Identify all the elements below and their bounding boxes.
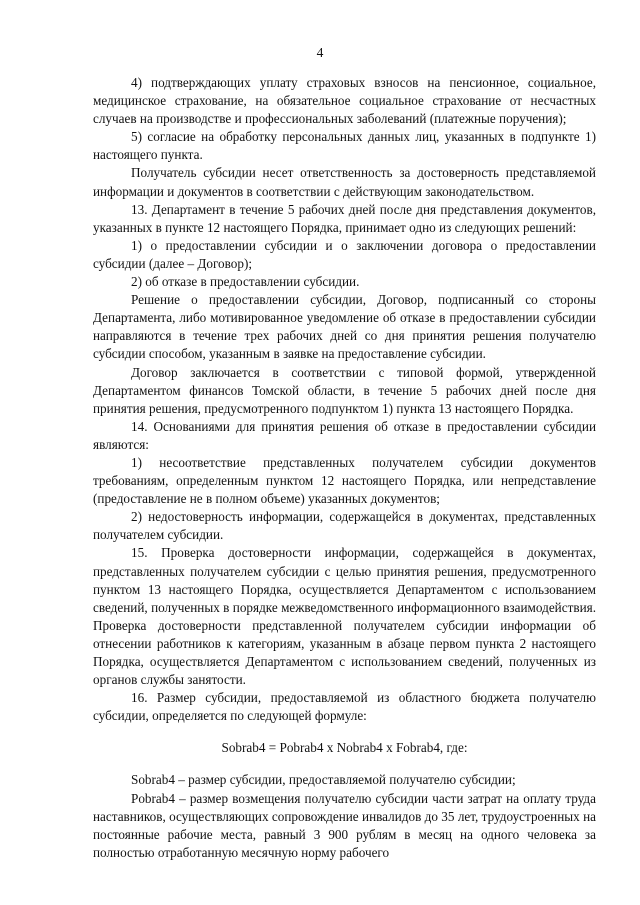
definition-sobrab4: Sobrab4 – размер субсидии, предоставляемой получателю субсидии;: [131, 772, 516, 788]
paragraph-decision-1: 1) о предоставлении субсидии и о заключении договора о предоставлении субсидии (далее – Договор);: [93, 237, 596, 271]
page-number: 4: [316, 45, 324, 60]
paragraph-responsibility: Получатель субсидии несет ответственность за достоверность представляемой информации и документов в соответствии с действующим законодательством.: [93, 165, 596, 199]
paragraph-refusal-2: 2) недостоверность информации, содержащейся в документах, представленных получателем субсидии.: [93, 509, 596, 543]
paragraph-item-4: 4) подтверждающих уплату страховых взносов на пенсионное, социальное, медицинское страхование, на обязательное социальное страхование от несчастных случаев на производстве и профессиональных заболеваний (платежные поручения);: [93, 75, 596, 127]
paragraph-contract: Договор заключается в соответствии с типовой формой, утвержденной Департаментом финансов Томской области, в течение 5 рабочих дней после дня принятия решения, предусмотренного подпунктом 1) пункта 13 настоящего Порядка.: [93, 364, 596, 416]
paragraph-section-14: 14. Основаниями для принятия решения об отказе в предоставлении субсидии являются:: [93, 418, 596, 452]
paragraph-decision-2: 2) об отказе в предоставлении субсидии.: [131, 274, 360, 290]
definition-pobrab4: Pobrab4 – размер возмещения получателю субсидии части затрат на оплату труда наставников, осуществляющих сопровождение инвалидов до 35 лет, трудоустроенных на постоянные рабочие места, равный 3 900 рублям в месяц на одного человека за полностью отработанную месячную норму рабочего: [93, 790, 596, 860]
subsidy-formula: Sobrab4 = Pobrab4 х Nobrab4 х Fobrab4, где:: [221, 740, 468, 756]
paragraph-decision-notice: Решение о предоставлении субсидии, Договор, подписанный со стороны Департамента, либо мотивированное уведомление об отказе в предоставлении субсидии направляются в течение трех рабочих дней со дня принятия решения получателю субсидии способом, указанным в заявке на предоставление субсидии.: [93, 292, 596, 362]
paragraph-section-16: 16. Размер субсидии, предоставляемой из областного бюджета получателю субсидии, определяется по следующей формуле:: [93, 690, 596, 724]
paragraph-item-5: 5) согласие на обработку персональных данных лиц, указанных в подпункте 1) настоящего пункта.: [93, 129, 596, 163]
paragraph-section-15: 15. Проверка достоверности информации, содержащейся в документах, представленных получателем субсидии с целью принятия решения, предусмотренного пунктом 13 настоящего Порядка, осуществляется Департаментом с использованием сведений, полученных в порядке межведомственного информационного взаимодействия. Проверка достоверности представленной получателем субсидии информации об отнесении работников к категориям, указанным в абзаце первом пункта 2 настоящего Порядка, осуществляется Департаментом с использованием сведений, полученных из органов службы занятости.: [93, 545, 596, 688]
paragraph-refusal-1: 1) несоответствие представленных получателем субсидии документов требованиям, определенным пунктом 12 настоящего Порядка, или непредставление (предоставление не в полном объеме) указанных документов;: [93, 454, 596, 507]
paragraph-section-13: 13. Департамент в течение 5 рабочих дней после дня представления документов, указанных в пункте 12 настоящего Порядка, принимает одно из следующих решений:: [93, 201, 596, 235]
document-body: [93, 74, 596, 862]
